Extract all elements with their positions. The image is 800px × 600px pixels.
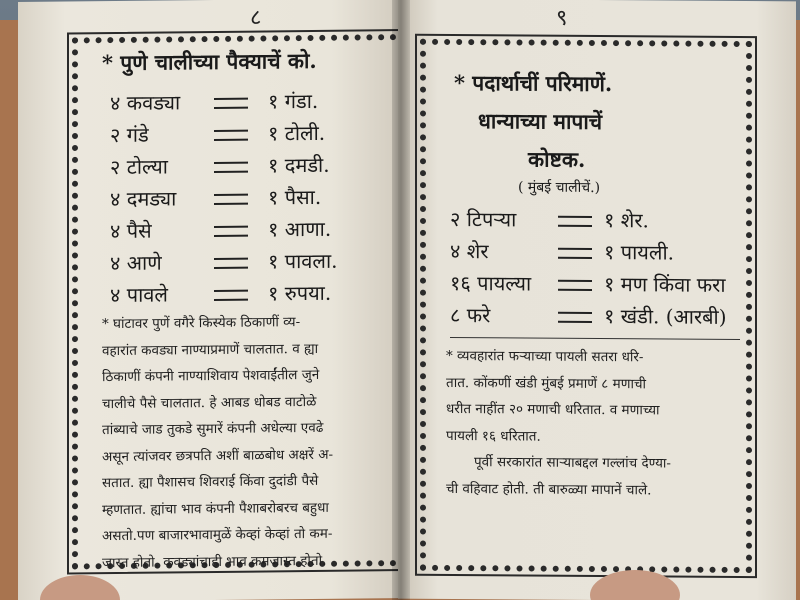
row-from: २ गंडे bbox=[110, 122, 149, 148]
note-line: म्हणतात. ह्यांचा भाव कंपनी पैशाबरोबरच बहुधा bbox=[102, 499, 329, 518]
page-number: ९ bbox=[556, 5, 568, 31]
row-to: १ मण किंवा फरा bbox=[604, 272, 726, 297]
note-line: सतात. ह्या पैशासच शिवराई किंवा दुदांडी पैसे bbox=[102, 472, 319, 492]
row-to: १ पायली. bbox=[604, 240, 674, 265]
row-to: १ पावला. bbox=[268, 248, 338, 274]
note-line: * व्यवहारांत फऱ्याच्या पायली सतरा धरि- bbox=[446, 347, 644, 366]
book-gutter bbox=[392, 0, 410, 600]
equals-sign bbox=[214, 226, 248, 237]
footnote bbox=[102, 308, 402, 576]
equals-sign bbox=[214, 130, 248, 141]
row-to: १ खंडी. (आरबी) bbox=[604, 304, 727, 329]
table-heading: * पदार्थाचीं परिमाणें. bbox=[454, 70, 613, 97]
note-line: * घांटावर पुणें वगैरे किस्येक ठिकाणीं व्य- bbox=[102, 314, 301, 333]
table-heading: * पुणे चालीच्या पैक्याचें को. bbox=[102, 47, 317, 76]
note-line: तात. कोंकणीं खंडी मुंबई प्रमाणें ८ मणाची bbox=[446, 374, 647, 392]
equals-sign bbox=[558, 248, 592, 259]
note-line: पायली १६ धरितात. bbox=[446, 427, 541, 445]
equals-sign bbox=[214, 290, 248, 301]
footnote bbox=[446, 343, 746, 504]
table-subheading: ( मुंबई चालीचें.) bbox=[518, 179, 601, 197]
row-from: २ टोल्या bbox=[110, 154, 168, 180]
row-to: १ टोली. bbox=[268, 120, 326, 146]
note-line: ची वहिवाट होती. ती बारुळ्या मापानें चाले. bbox=[446, 480, 652, 498]
note-line: तांब्याचे जाड तुकडे सुमारें कंपनी अधेल्या एवढे bbox=[102, 419, 324, 439]
note-line: असून त्यांजवर छत्रपति अशीं बाळबोध अक्षरें अ- bbox=[102, 446, 334, 465]
row-from: ४ पावले bbox=[110, 282, 168, 308]
equals-sign bbox=[558, 280, 592, 291]
row-from: ४ कवड्या bbox=[110, 90, 181, 116]
row-from: ४ आणे bbox=[110, 250, 162, 276]
row-to: १ आणा. bbox=[268, 216, 332, 242]
row-to: १ रुपया. bbox=[268, 280, 332, 306]
table-heading: कोष्टक. bbox=[528, 146, 586, 172]
row-from: २ टिपऱ्या bbox=[450, 206, 517, 232]
note-line: ठिकाणीं कंपनी नाण्याशिवाय पेशवाईंतील जुने bbox=[102, 366, 320, 386]
page-number: ८ bbox=[250, 5, 262, 31]
note-line: पूर्वी सरकारांत साऱ्याबद्दल गल्लांच देण्या- bbox=[474, 454, 671, 472]
row-from: ८ फरे bbox=[450, 302, 491, 328]
equals-sign bbox=[214, 258, 248, 269]
equals-sign bbox=[214, 194, 248, 205]
note-line: असतो.पण बाजारभावामुळें केव्हां केव्हां तो कम- bbox=[102, 525, 333, 545]
note-line: वहारांत कवड्या नाण्याप्रमाणें चालतात. व ह्या bbox=[102, 340, 319, 359]
equals-sign bbox=[214, 98, 248, 109]
equals-sign bbox=[214, 162, 248, 173]
equals-sign bbox=[558, 216, 592, 227]
row-to: १ पैसा. bbox=[268, 184, 322, 210]
row-from: ४ दमड्या bbox=[110, 186, 177, 212]
row-from: १६ पायल्या bbox=[450, 270, 532, 296]
row-to: १ गंडा. bbox=[268, 88, 319, 114]
row-to: १ शेर. bbox=[604, 208, 649, 233]
note-line: चालीचे पैसे चालतात. हे आबड धोबड वाटोळे bbox=[102, 393, 317, 412]
note-line: धरीत नाहींत २० मणाची धरितात. व मणाच्या bbox=[446, 400, 660, 419]
row-from: ४ पैसे bbox=[110, 218, 152, 244]
table-heading: धान्याच्या मापाचें bbox=[478, 108, 603, 135]
note-line: जास्त होतो. कवड्यांचाही भाव कमजास्त होतो. bbox=[102, 552, 327, 571]
right-page bbox=[398, 0, 796, 600]
row-from: ४ शेर bbox=[450, 238, 489, 264]
row-to: १ दमडी. bbox=[268, 152, 330, 178]
equals-sign bbox=[558, 312, 592, 323]
left-page bbox=[18, 0, 410, 600]
